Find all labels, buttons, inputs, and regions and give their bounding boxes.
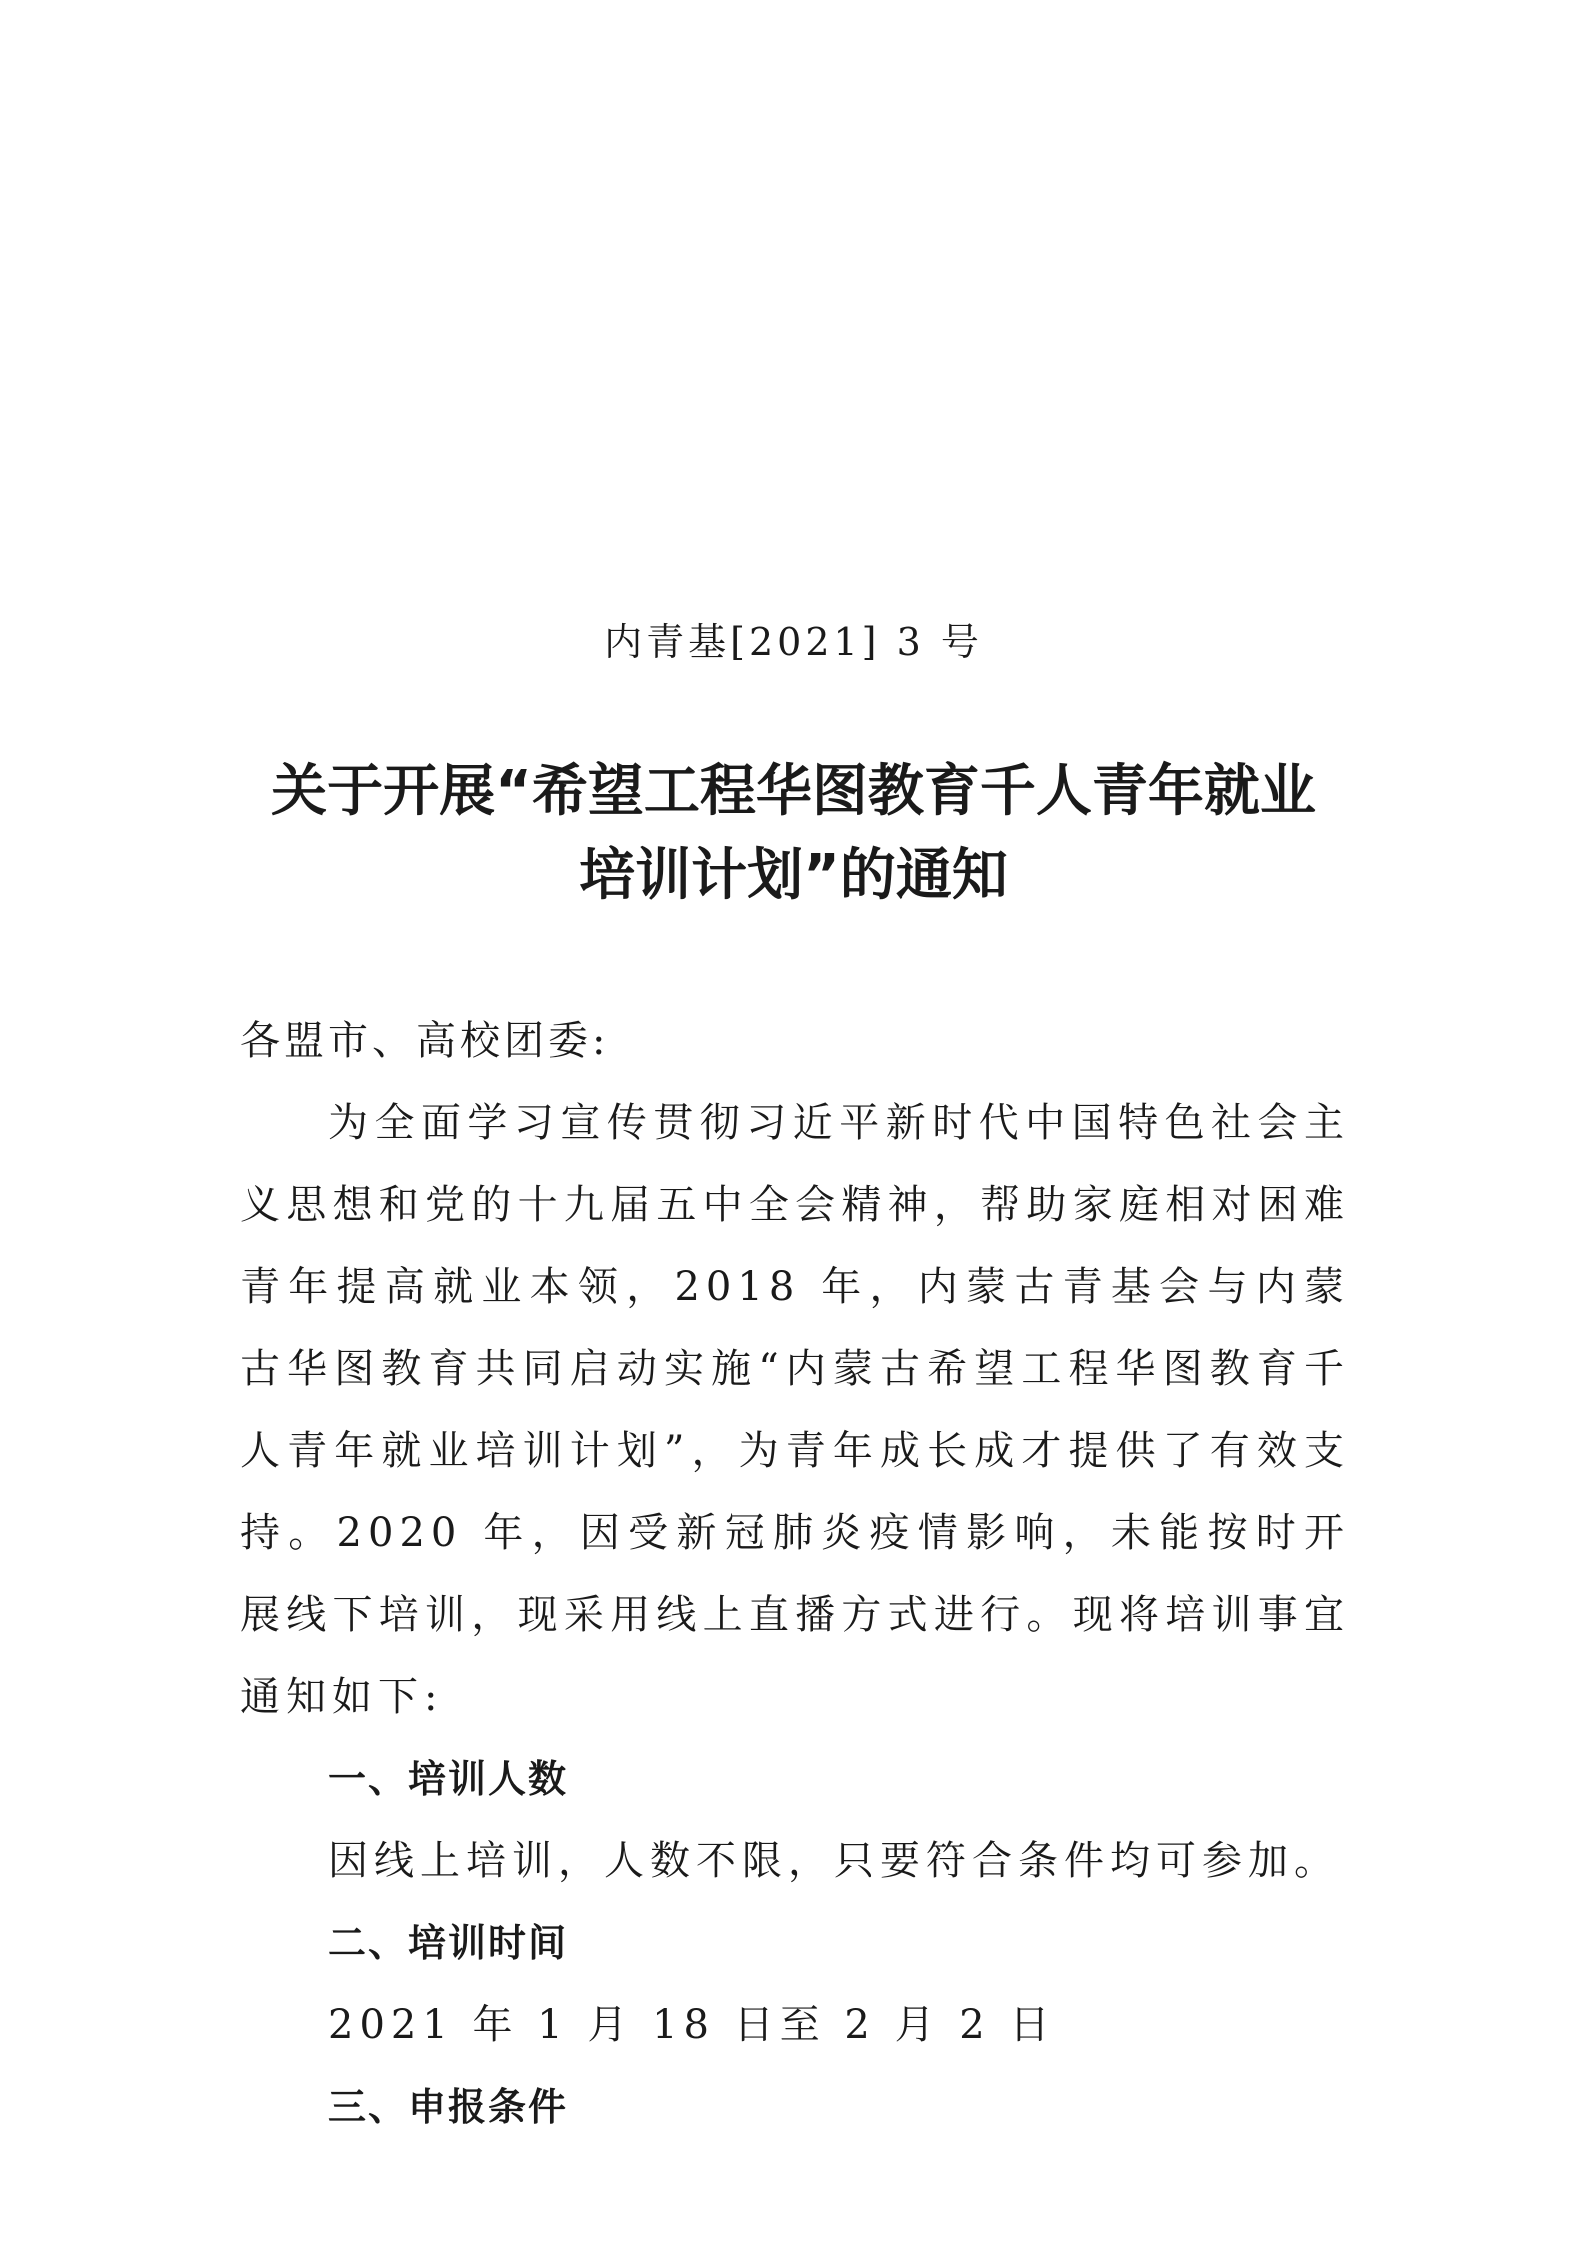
intro-paragraph: 为全面学习宣传贯彻习近平新时代中国特色社会主义思想和党的十九届五中全会精神，帮助家庭相对困难青年提高就业本领，2018 年，内蒙古青基会与内蒙古华图教育共同启动实施“内蒙古希望工程华图教育千人青年就业培训计划”，为青年成长成才提供了有效支持。2020 年，因受新冠肺炎疫情影响，未能按时开展线下培训，现采用线上直播方式进行。现将培训事宜通知如下: bbox=[240, 1100, 1350, 1720]
section-content-1: 因线上培训，人数不限，只要符合条件均可参加。 bbox=[328, 1838, 1340, 1884]
section-heading-1: 一、培训人数 bbox=[328, 1757, 569, 1801]
section-content-2: 2021 年 1 月 18 日至 2 月 2 日 bbox=[328, 2002, 1056, 2048]
section-heading-3: 三、申报条件 bbox=[328, 2085, 569, 2129]
document-number: 内青基[2021] 3 号 bbox=[604, 620, 983, 664]
title-line-2: 培训计划”的通知 bbox=[579, 843, 1008, 908]
document-title bbox=[0, 750, 1587, 918]
section-heading-2: 二、培训时间 bbox=[328, 1921, 569, 1965]
salutation: 各盟市、高校团委: bbox=[240, 1018, 610, 1064]
document-body bbox=[240, 1000, 1350, 2148]
title-line-1: 关于开展“希望工程华图教育千人青年就业 bbox=[271, 759, 1316, 824]
